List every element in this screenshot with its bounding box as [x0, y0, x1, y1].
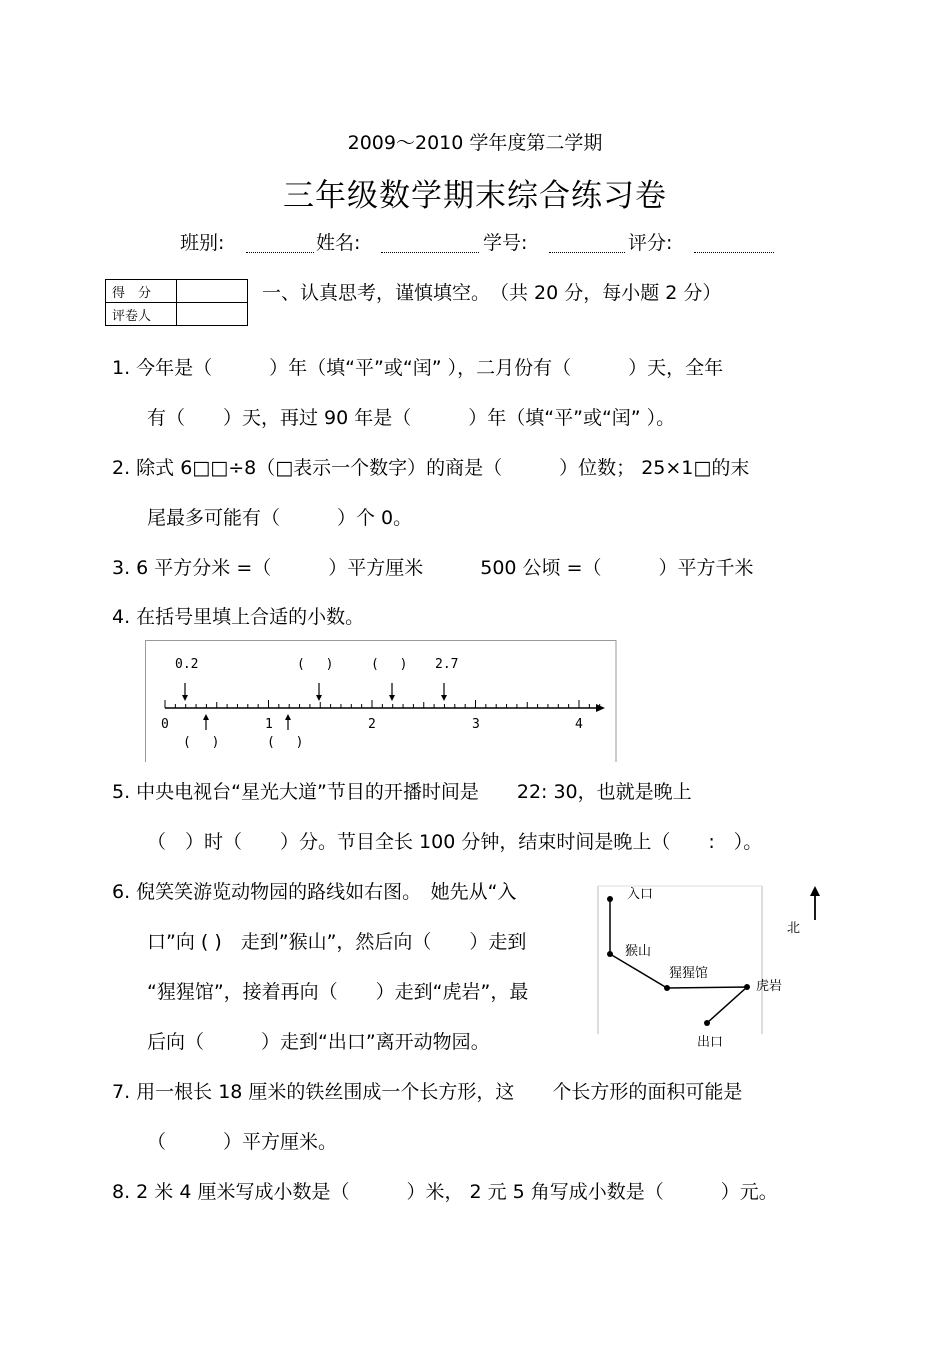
section-title: 一、认真思考，谨慎填空。 （共 20 分，每小题 2 分） — [262, 282, 722, 304]
nl-bottom-blank-2: ( ) — [267, 735, 304, 750]
question-7-line-2: （ ）平方厘米。 — [147, 1131, 338, 1153]
score-blank — [694, 252, 774, 253]
question-7-line-1: 7. 用一根长 18 厘米的铁丝围成一个长方形，这 个长方形的面积可能是 — [112, 1081, 743, 1103]
question-5-line-1: 5. 中央电视台“星光大道”节目的开播时间是 22: 30，也就是晚上 — [112, 781, 692, 803]
map-entrance-label: 入口 — [627, 887, 654, 902]
name-blank — [381, 252, 479, 253]
question-3: 3. 6 平方分米 =（ ）平方厘米 500 公顷 =（ ）平方千米 — [112, 557, 754, 579]
map-monkey-label: 猴山 — [625, 944, 652, 959]
nl-tick-label-1: 1 — [265, 717, 273, 732]
map-gorilla-label: 猩猩馆 — [669, 966, 709, 981]
number-line-figure — [145, 640, 617, 762]
question-2-line-1: 2. 除式 6□□÷8（□表示一个数字）的商是（ ）位数； 25×1□的末 — [112, 457, 750, 479]
nl-bottom-blank-1: ( ) — [183, 735, 220, 750]
id-blank — [549, 252, 625, 253]
map-tiger-label: 虎岩 — [756, 979, 783, 994]
name-label: 姓名: — [316, 232, 361, 254]
question-4: 4. 在括号里填上合适的小数。 — [112, 606, 365, 628]
score-label: 评分: — [628, 232, 673, 254]
zoo-map-figure — [597, 880, 837, 1055]
nl-tick-label-4: 4 — [575, 717, 583, 732]
question-8: 8. 2 米 4 厘米写成小数是（ ）米， 2 元 5 角写成小数是（ ）元。 — [112, 1181, 778, 1203]
question-5-line-2: （ ）时（ ）分。节目全长 100 分钟，结束时间是晚上（ : ）。 — [147, 831, 763, 853]
question-6-line-1: 6. 倪笑笑游览动物园的路线如右图。 她先从“入 — [112, 881, 517, 903]
exam-term: 2009～2010 学年度第二学期 — [347, 132, 603, 154]
nl-tick-label-0: 0 — [161, 717, 169, 732]
id-label: 学号: — [483, 232, 528, 254]
question-6-line-3: “猩猩馆”，接着再向（ ）走到“虎岩”，最 — [147, 981, 529, 1003]
nl-label-0-2: 0.2 — [175, 657, 199, 672]
nl-top-blank-2: ( ) — [371, 657, 408, 672]
score-table — [105, 279, 248, 326]
question-1-line-1: 1. 今年是（ ）年（填“平”或“闰” ），二月份有（ ）天，全年 — [112, 357, 724, 379]
nl-top-blank-1: ( ) — [297, 657, 334, 672]
grader-cell — [177, 303, 248, 326]
exam-title: 三年级数学期末综合练习卷 — [283, 178, 667, 214]
nl-tick-label-2: 2 — [368, 717, 376, 732]
map-exit-label: 出口 — [697, 1035, 724, 1050]
map-north-label: 北 — [787, 921, 801, 936]
class-blank — [246, 252, 314, 253]
score-row-label: 得 分 — [106, 280, 177, 303]
question-6-line-2: 口”向 ( ) 走到”猴山”，然后向（ ）走到 — [147, 931, 527, 953]
grader-row-label: 评卷人 — [106, 303, 177, 326]
nl-tick-label-3: 3 — [472, 717, 480, 732]
class-label: 班别: — [180, 232, 225, 254]
question-6-line-4: 后向（ ）走到“出口”离开动物园。 — [147, 1031, 490, 1053]
question-2-line-2: 尾最多可能有（ ）个 0。 — [147, 507, 413, 529]
question-1-line-2: 有（ ）天，再过 90 年是（ ）年（填“平”或“闰” ）。 — [147, 407, 676, 429]
score-cell — [177, 280, 248, 303]
nl-label-2-7: 2.7 — [435, 657, 459, 672]
